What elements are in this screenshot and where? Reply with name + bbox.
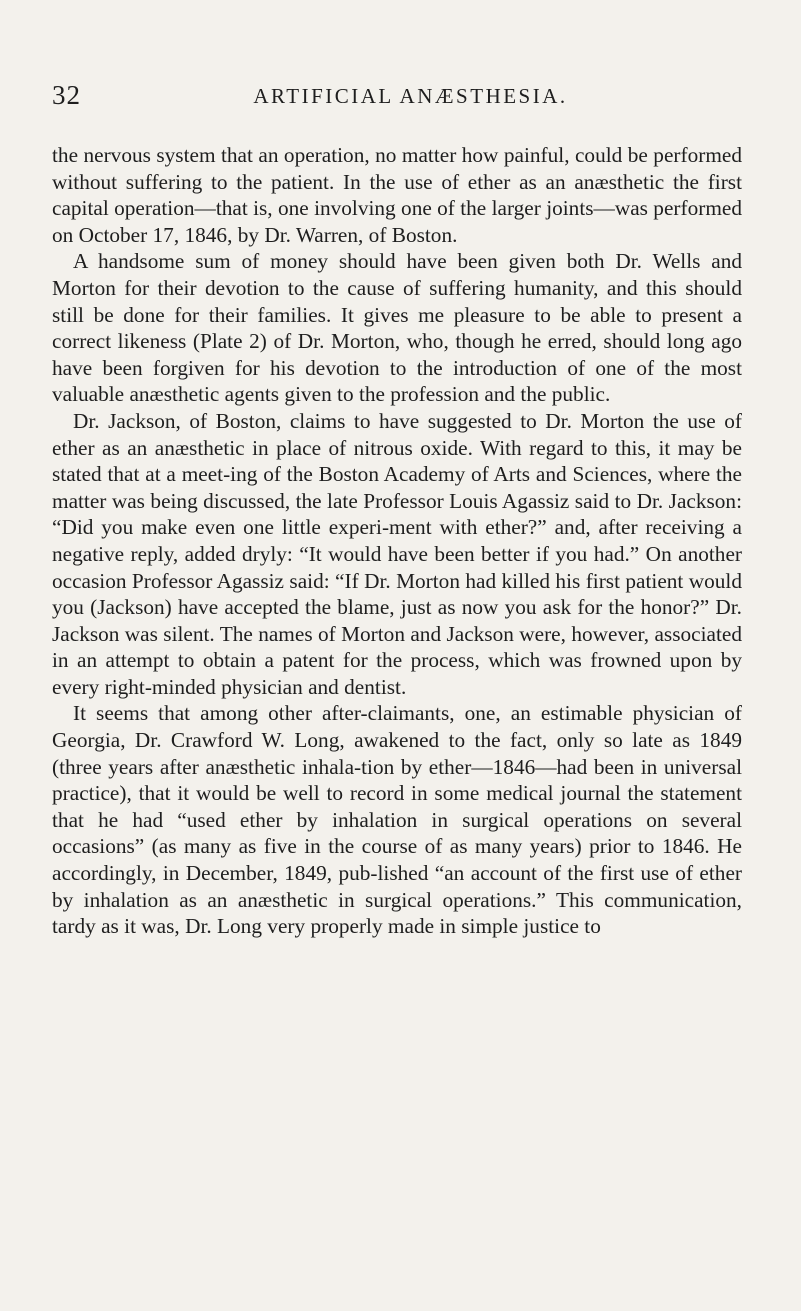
body-text: [52, 142, 742, 940]
paragraph-morton-wells: A handsome sum of money should have been given both Dr. Wells and Morton for their devotion to the cause of suffering humanity, and this should still be done for their families. It gives me pleasure to be able to present a correct likeness (Plate 2) of Dr. Morton, who, though he erred, should long ago have been forgiven for his devotion to the introduction of one of the most valuable anæsthetic agents given to the profession and the public.: [52, 249, 742, 407]
paragraph-continued: the nervous system that an operation, no matter how painful, could be performed without suffering to the patient. In the use of ether as an anæsthetic the first capital operation—that is, one involving one of the larger joints—was performed on October 17, 1846, by Dr. Warren, of Boston.: [52, 143, 742, 247]
paragraph-long: It seems that among other after-claimants, one, an estimable physician of Georgia, Dr. Crawford W. Long, awakened to the fact, only so late as 1849 (three years after anæsthetic inhala-tion by ether—1846—had been in universal practice), that it would be well to record in some medical journal the statement that he had “used ether by inhalation in surgical operations on several occasions” (as many as five in the course of as many years) prior to 1846. He accordingly, in December, 1849, pub-lished “an account of the first use of ether by inhalation as an anæsthetic in surgical operations.” This communication, tardy as it was, Dr. Long very properly made in simple justice to: [52, 701, 742, 939]
paragraph-jackson: Dr. Jackson, of Boston, claims to have suggested to Dr. Morton the use of ether as an anæsthetic in place of nitrous oxide. With regard to this, it may be stated that at a meet-ing of the Boston Academy of Arts and Sciences, where the matter was being discussed, the late Professor Louis Agassiz said to Dr. Jackson: “Did you make even one little experi-ment with ether?” and, after receiving a negative reply, added dryly: “It would have been better if you had.” On another occasion Professor Agassiz said: “If Dr. Morton had killed his first patient would you (Jackson) have accepted the blame, just as now you ask for the honor?” Dr. Jackson was silent. The names of Morton and Jackson were, however, associated in an attempt to obtain a patent for the process, which was frowned upon by every right-minded physician and dentist.: [52, 408, 742, 699]
page-number: 32: [52, 80, 81, 110]
running-title: ARTIFICIAL ANÆSTHESIA.: [253, 84, 568, 108]
running-head: [52, 80, 729, 110]
